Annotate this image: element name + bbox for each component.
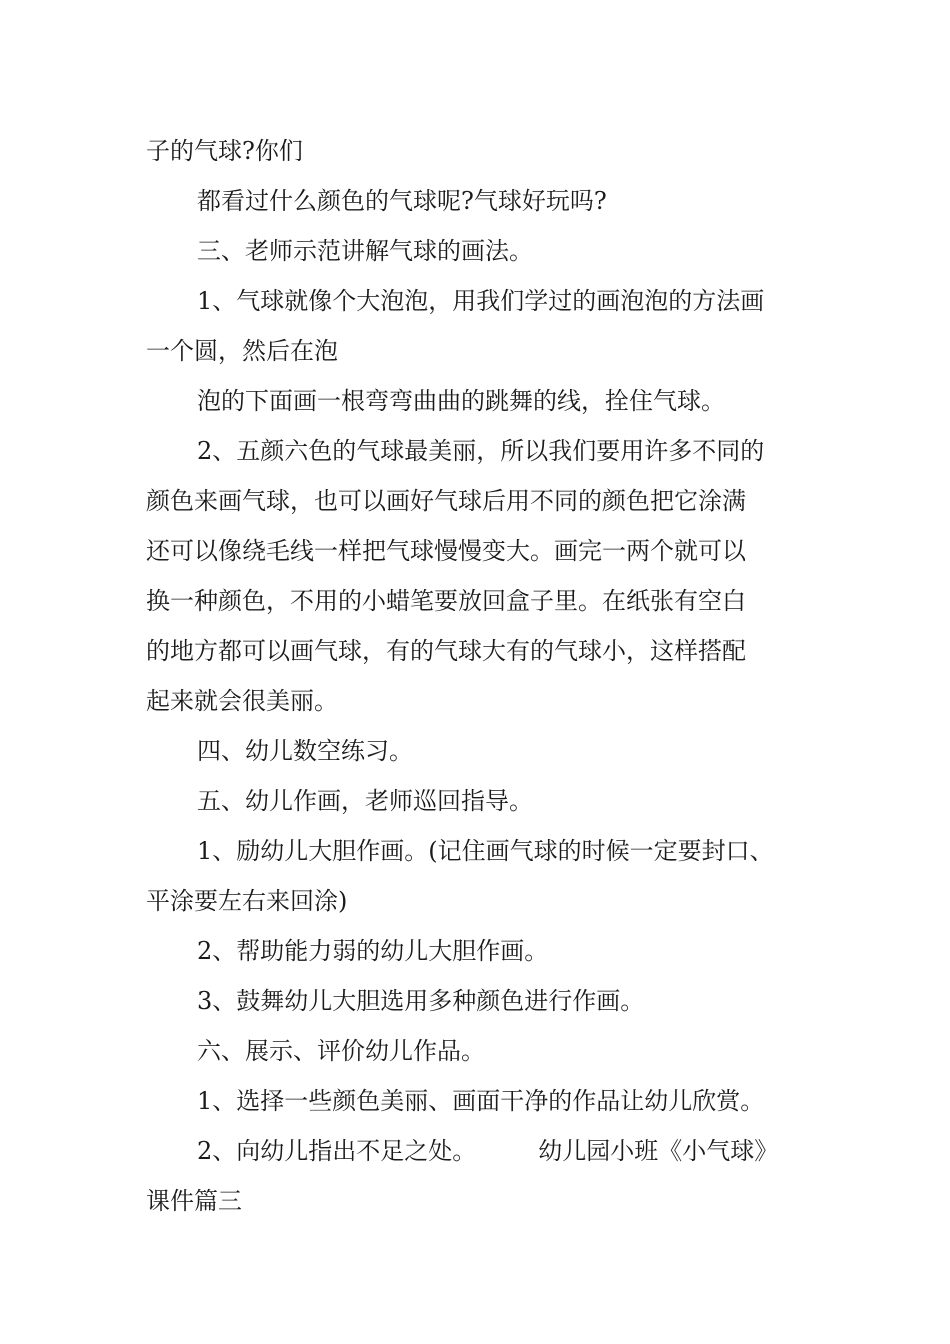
section-heading: 四、幼儿数空练习。 bbox=[197, 737, 413, 765]
text-line: 换一种颜色，不用的小蜡笔要放回盒子里。在纸张有空白 bbox=[146, 587, 746, 615]
text-line: 子的气球?你们 bbox=[146, 137, 303, 165]
text-line: 颜色来画气球，也可以画好气球后用不同的颜色把它涂满 bbox=[146, 487, 746, 515]
text-line: 2、五颜六色的气球最美丽，所以我们要用许多不同的 bbox=[197, 437, 765, 465]
text-segment: 幼儿园小班《小气球》 bbox=[538, 1137, 779, 1165]
text-segment: 2、向幼儿指出不足之处。 bbox=[197, 1137, 477, 1165]
text-line: 课件篇三 bbox=[146, 1187, 242, 1215]
document-body bbox=[146, 126, 811, 1226]
text-line: 3、鼓舞幼儿大胆选用多种颜色进行作画。 bbox=[197, 987, 645, 1015]
text-line bbox=[146, 1126, 811, 1176]
text-line: 还可以像绕毛线一样把气球慢慢变大。画完一两个就可以 bbox=[146, 537, 746, 565]
text-line: 都看过什么颜色的气球呢?气球好玩吗? bbox=[197, 187, 607, 215]
section-heading: 三、老师示范讲解气球的画法。 bbox=[197, 237, 533, 265]
section-heading: 六、展示、评价幼儿作品。 bbox=[197, 1037, 485, 1065]
section-heading: 五、幼儿作画，老师巡回指导。 bbox=[197, 787, 533, 815]
text-line: 1、励幼儿大胆作画。(记住画气球的时候一定要封口、 bbox=[197, 837, 774, 865]
text-line: 1、气球就像个大泡泡，用我们学过的画泡泡的方法画 bbox=[197, 287, 765, 315]
text-line: 2、帮助能力弱的幼儿大胆作画。 bbox=[197, 937, 549, 965]
text-line: 1、选择一些颜色美丽、画面干净的作品让幼儿欣赏。 bbox=[197, 1087, 765, 1115]
text-line: 起来就会很美丽。 bbox=[146, 687, 338, 715]
text-line: 的地方都可以画气球，有的气球大有的气球小，这样搭配 bbox=[146, 637, 746, 665]
text-line: 泡的下面画一根弯弯曲曲的跳舞的线，拴住气球。 bbox=[197, 387, 725, 415]
text-line: 平涂要左右来回涂) bbox=[146, 887, 348, 915]
text-line: 一个圆，然后在泡 bbox=[146, 337, 338, 365]
